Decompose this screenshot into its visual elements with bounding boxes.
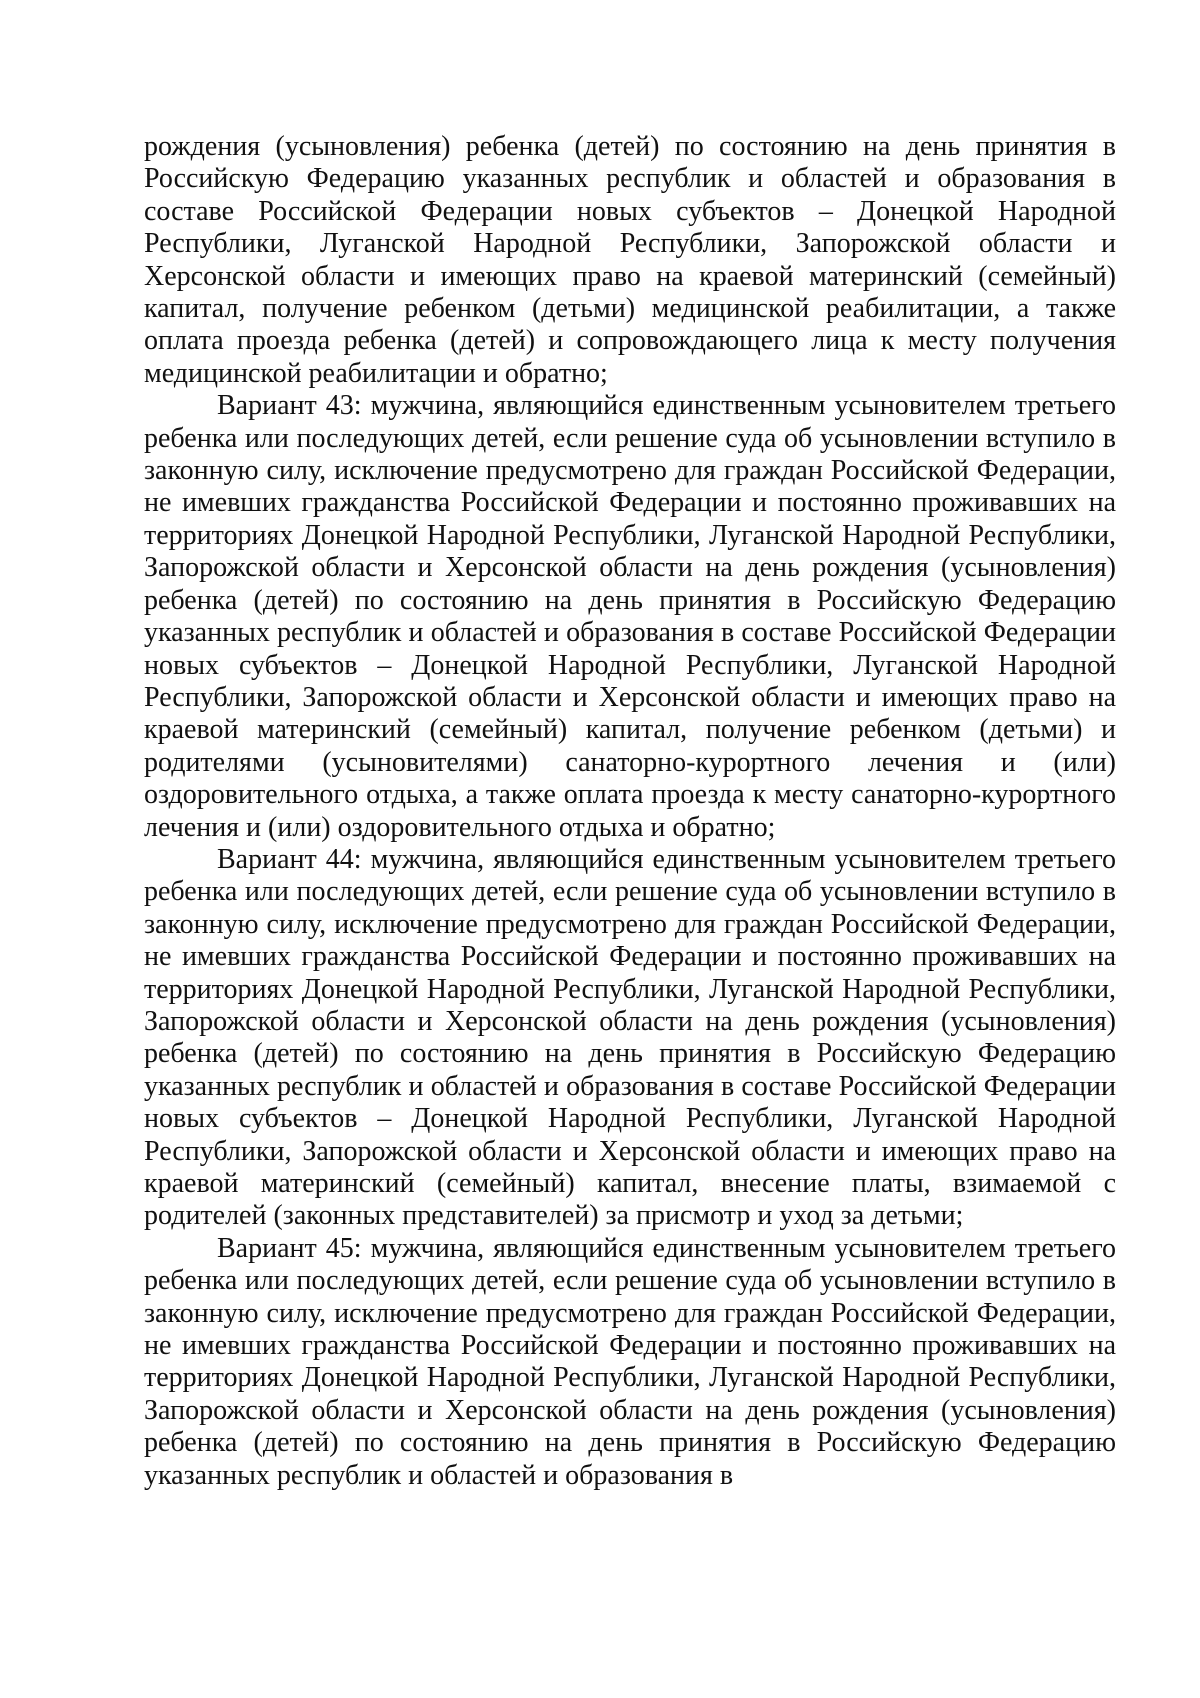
- paragraph-variant-45: Вариант 45: мужчина, являющийся единственным усыновителем третьего ребенка или последующих детей, если решение суда об усыновлении вступило в законную силу, исключение предусмотрено для граждан Российской Федерации, не имевших гражданства Российской Федерации и постоянно проживавших на территориях Донецкой Народной Республики, Луганской Народной Республики, Запорожской области и Херсонской области на день рождения (усыновления) ребенка (детей) по состоянию на день принятия в Российскую Федерацию указанных республик и областей и образования в: [144, 1232, 1116, 1491]
- paragraph-continuation: рождения (усыновления) ребенка (детей) по состоянию на день принятия в Российскую Федерацию указанных республик и областей и образования в составе Российской Федерации новых субъектов – Донецкой Народной Республики, Луганской Народной Республики, Запорожской области и Херсонской области и имеющих право на краевой материнский (семейный) капитал, получение ребенком (детьми) медицинской реабилитации, а также оплата проезда ребенка (детей) и сопровождающего лица к месту получения медицинской реабилитации и обратно;: [144, 131, 1116, 389]
- paragraph-variant-43: Вариант 43: мужчина, являющийся единственным усыновителем третьего ребенка или последующих детей, если решение суда об усыновлении вступило в законную силу, исключение предусмотрено для граждан Российской Федерации, не имевших гражданства Российской Федерации и постоянно проживавших на территориях Донецкой Народной Республики, Луганской Народной Республики, Запорожской области и Херсонской области на день рождения (усыновления) ребенка (детей) по состоянию на день принятия в Российскую Федерацию указанных республик и областей и образования в составе Российской Федерации новых субъектов – Донецкой Народной Республики, Луганской Народной Республики, Запорожской области и Херсонской области и имеющих право на краевой материнский (семейный) капитал, получение ребенком (детьми) и родителями (усыновителями) санаторно-курортного лечения и (или) оздоровительного отдыха, а также оплата проезда к месту санаторно-курортного лечения и (или) оздоровительного отдыха и обратно;: [144, 390, 1116, 843]
- paragraph-variant-44: Вариант 44: мужчина, являющийся единственным усыновителем третьего ребенка или последующих детей, если решение суда об усыновлении вступило в законную силу, исключение предусмотрено для граждан Российской Федерации, не имевших гражданства Российской Федерации и постоянно проживавших на территориях Донецкой Народной Республики, Луганской Народной Республики, Запорожской области и Херсонской области на день рождения (усыновления) ребенка (детей) по состоянию на день принятия в Российскую Федерацию указанных республик и областей и образования в составе Российской Федерации новых субъектов – Донецкой Народной Республики, Луганской Народной Республики, Запорожской области и Херсонской области и имеющих право на краевой материнский (семейный) капитал, внесение платы, взимаемой с родителей (законных представителей) за присмотр и уход за детьми;: [144, 843, 1116, 1232]
- document-page: [144, 131, 1116, 1492]
